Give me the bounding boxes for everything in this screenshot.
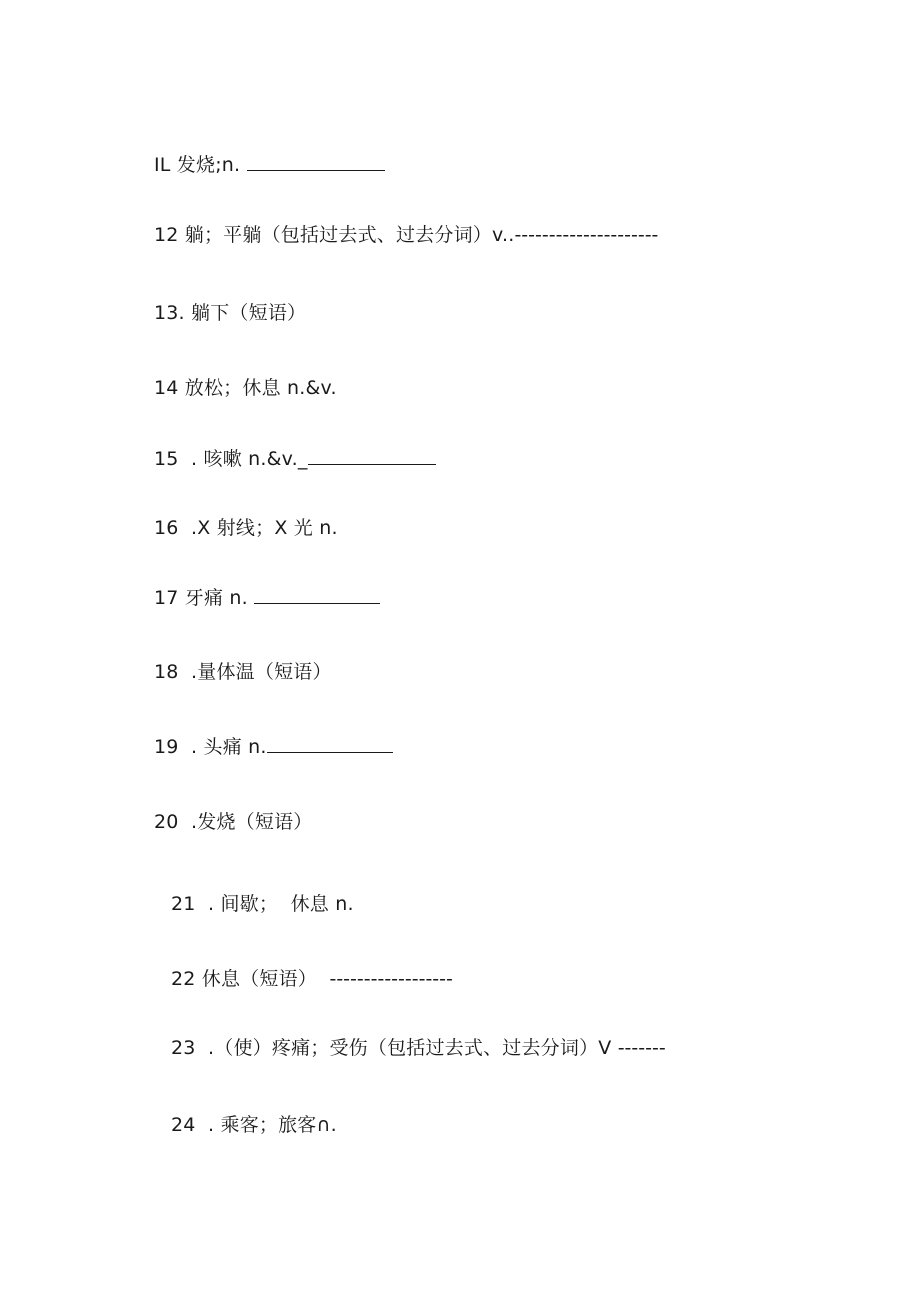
vocab-item-12 — [129, 199, 658, 271]
vocab-item-18 — [129, 636, 332, 708]
vocab-item-text: 21 . 间歇； 休息 n. — [170, 893, 354, 915]
vocab-item-21 — [146, 868, 354, 940]
answer-blank[interactable] — [247, 154, 385, 171]
vocab-item-text: 13. 躺下（短语） — [153, 302, 307, 324]
vocab-item-19 — [129, 711, 393, 783]
vocab-item-22 — [146, 943, 453, 1015]
vocab-item-text: 24 . 乘客；旅客∩. — [170, 1114, 337, 1136]
vocab-item-text: 12 躺；平躺（包括过去式、过去分词）v.. — [153, 224, 515, 246]
vocab-item-text: 20 .发烧（短语） — [153, 811, 313, 833]
vocab-item-text: 14 放松；休息 n.&v. — [153, 377, 337, 399]
vocab-item-13 — [129, 277, 306, 349]
vocab-item-17 — [129, 562, 380, 634]
vocab-item-text: 18 .量体温（短语） — [153, 661, 332, 683]
answer-dashes[interactable]: ------------------ — [329, 968, 453, 990]
vocab-item-15 — [129, 423, 436, 495]
answer-dashes[interactable]: ------- — [617, 1037, 666, 1059]
vocab-item-23 — [146, 1012, 666, 1084]
vocab-item-24 — [146, 1089, 337, 1161]
vocab-item-text: 16 .X 射线；X 光 n. — [153, 517, 338, 539]
answer-blank[interactable] — [254, 587, 380, 604]
answer-dashes[interactable]: --------------------- — [514, 224, 659, 246]
vocab-item-20 — [129, 786, 312, 858]
vocab-item-text: 19 . 头痛 n. — [153, 736, 267, 758]
vocab-item-text: IL 发烧;n. — [153, 154, 247, 176]
vocab-item-14 — [129, 352, 337, 424]
vocab-item-text: 17 牙痛 n. — [153, 587, 255, 609]
vocab-item-16 — [129, 492, 338, 564]
answer-blank[interactable] — [267, 736, 393, 753]
vocab-item-11 — [129, 129, 385, 201]
vocab-item-text: 23 .（使）疼痛；受伤（包括过去式、过去分词）V — [170, 1037, 618, 1059]
vocab-item-text: 15 . 咳嗽 n.&v._ — [153, 448, 308, 470]
answer-blank[interactable] — [308, 448, 436, 465]
vocab-item-text: 22 休息（短语） — [170, 968, 330, 990]
